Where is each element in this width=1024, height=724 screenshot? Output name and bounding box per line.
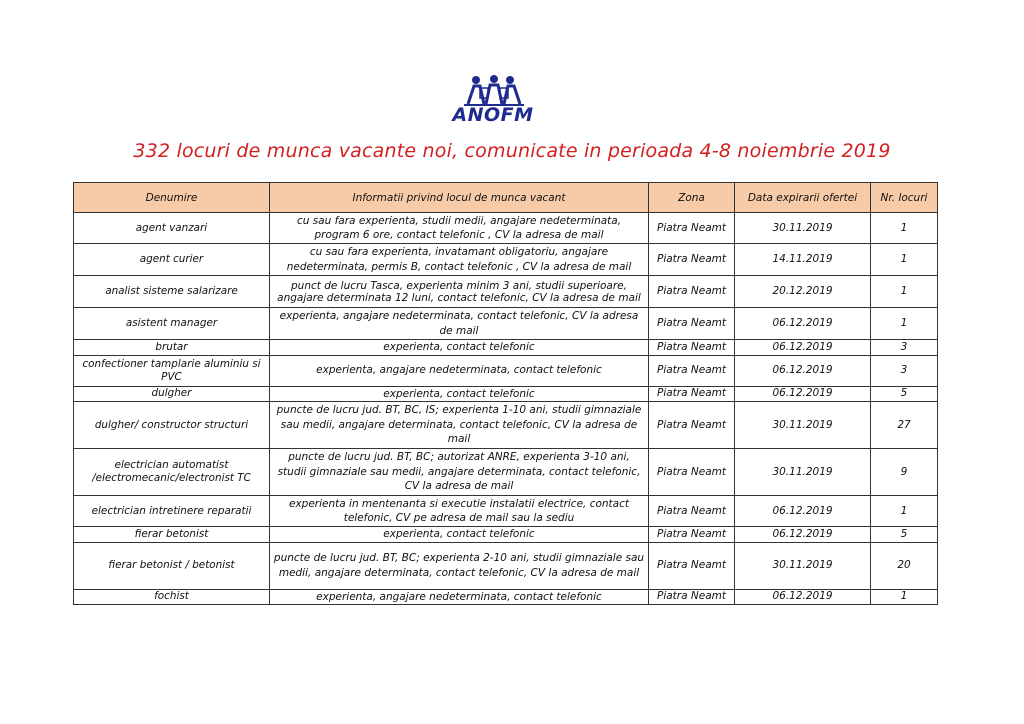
cell-nr: 1: [871, 276, 938, 308]
cell-data: 06.12.2019: [735, 527, 871, 543]
cell-data: 30.11.2019: [735, 213, 871, 244]
table-row: [74, 308, 938, 340]
cell-data: 06.12.2019: [735, 355, 871, 386]
cell-denumire: dulgher/ constructor structuri: [74, 402, 270, 449]
cell-nr: 1: [871, 589, 938, 605]
table-row: [74, 449, 938, 496]
cell-denumire: fochist: [74, 589, 270, 605]
cell-denumire: analist sisteme salarizare: [74, 276, 270, 308]
cell-info: experienta, angajare nedeterminata, contact telefonic: [270, 589, 649, 605]
page-title: 332 locuri de munca vacante noi, comunicate in perioada 4-8 noiembrie 2019: [133, 140, 891, 162]
cell-info: experienta, angajare nedeterminata, contact telefonic: [270, 355, 649, 386]
cell-zona: Piatra Neamt: [649, 527, 735, 543]
cell-data: 14.11.2019: [735, 244, 871, 276]
cell-data: 06.12.2019: [735, 496, 871, 527]
table-header-row: [74, 183, 938, 213]
cell-zona: Piatra Neamt: [649, 496, 735, 527]
job-table: [73, 182, 938, 605]
table-row: [74, 213, 938, 244]
cell-nr: 3: [871, 340, 938, 356]
cell-data: 06.12.2019: [735, 308, 871, 340]
cell-zona: Piatra Neamt: [649, 402, 735, 449]
cell-nr: 1: [871, 244, 938, 276]
cell-zona: Piatra Neamt: [649, 449, 735, 496]
cell-data: 30.11.2019: [735, 402, 871, 449]
table-row: [74, 542, 938, 589]
table-row: [74, 386, 938, 402]
table-row: [74, 402, 938, 449]
cell-zona: Piatra Neamt: [649, 340, 735, 356]
cell-denumire: asistent manager: [74, 308, 270, 340]
cell-denumire: electrician automatist /electromecanic/electronist TC: [74, 449, 270, 496]
cell-zona: Piatra Neamt: [649, 386, 735, 402]
cell-zona: Piatra Neamt: [649, 355, 735, 386]
cell-data: 06.12.2019: [735, 589, 871, 605]
cell-info: experienta in mentenanta si executie instalatii electrice, contact telefonic, CV pe adresa de mail sau la sediu: [270, 496, 649, 527]
table-row: [74, 276, 938, 308]
cell-nr: 5: [871, 527, 938, 543]
cell-data: 06.12.2019: [735, 386, 871, 402]
cell-denumire: fierar betonist: [74, 527, 270, 543]
cell-nr: 20: [871, 542, 938, 589]
cell-data: 06.12.2019: [735, 340, 871, 356]
table-row: [74, 244, 938, 276]
table-row: [74, 589, 938, 605]
table-row: [74, 340, 938, 356]
cell-info: cu sau fara experienta, invatamant obligatoriu, angajare nedeterminata, permis B, contact telefonic , CV la adresa de mail: [270, 244, 649, 276]
header-zona: Zona: [649, 183, 735, 213]
cell-denumire: electrician intretinere reparatii: [74, 496, 270, 527]
table-row: [74, 527, 938, 543]
cell-zona: Piatra Neamt: [649, 589, 735, 605]
cell-denumire: agent vanzari: [74, 213, 270, 244]
cell-zona: Piatra Neamt: [649, 308, 735, 340]
header-data-expirarii: Data expirarii ofertei: [735, 183, 871, 213]
header-informatii: Informatii privind locul de munca vacant: [270, 183, 649, 213]
cell-zona: Piatra Neamt: [649, 276, 735, 308]
table-row: [74, 496, 938, 527]
header-denumire: Denumire: [74, 183, 270, 213]
cell-nr: 3: [871, 355, 938, 386]
cell-nr: 5: [871, 386, 938, 402]
cell-nr: 1: [871, 496, 938, 527]
cell-denumire: dulgher: [74, 386, 270, 402]
cell-denumire: confectioner tamplarie aluminiu si PVC: [74, 355, 270, 386]
cell-data: 30.11.2019: [735, 449, 871, 496]
cell-denumire: agent curier: [74, 244, 270, 276]
cell-info: experienta, contact telefonic: [270, 386, 649, 402]
cell-data: 30.11.2019: [735, 542, 871, 589]
cell-zona: Piatra Neamt: [649, 542, 735, 589]
table-row: [74, 355, 938, 386]
logo-text: ANOFM: [452, 104, 534, 126]
cell-zona: Piatra Neamt: [649, 244, 735, 276]
cell-info: experienta, angajare nedeterminata, contact telefonic, CV la adresa de mail: [270, 308, 649, 340]
cell-info: puncte de lucru jud. BT, BC, IS; experienta 1-10 ani, studii gimnaziale sau medii, angajare determinata, contact telefonic, CV la adresa de mail: [270, 402, 649, 449]
cell-data: 20.12.2019: [735, 276, 871, 308]
cell-info: experienta, contact telefonic: [270, 527, 649, 543]
header-nr-locuri: Nr. locuri: [871, 183, 938, 213]
cell-nr: 9: [871, 449, 938, 496]
cell-zona: Piatra Neamt: [649, 213, 735, 244]
cell-nr: 1: [871, 308, 938, 340]
cell-info: experienta, contact telefonic: [270, 340, 649, 356]
cell-info: cu sau fara experienta, studii medii, angajare nedeterminata, program 6 ore, contact telefonic , CV la adresa de mail: [270, 213, 649, 244]
cell-info: punct de lucru Tasca, experienta minim 3 ani, studii superioare, angajare determinata 12 luni, contact telefonic, CV la adresa de mail: [270, 276, 649, 308]
logo-figures-icon: [440, 74, 546, 108]
cell-nr: 27: [871, 402, 938, 449]
anofm-logo: [440, 74, 546, 126]
cell-nr: 1: [871, 213, 938, 244]
cell-denumire: brutar: [74, 340, 270, 356]
cell-info: puncte de lucru jud. BT, BC; autorizat ANRE, experienta 3-10 ani, studii gimnaziale sau medii, angajare determinata, contact telefonic, CV la adresa de mail: [270, 449, 649, 496]
cell-info: puncte de lucru jud. BT, BC; experienta 2-10 ani, studii gimnaziale sau medii, angajare determinata, contact telefonic, CV la adresa de mail: [270, 542, 649, 589]
cell-denumire: fierar betonist / betonist: [74, 542, 270, 589]
